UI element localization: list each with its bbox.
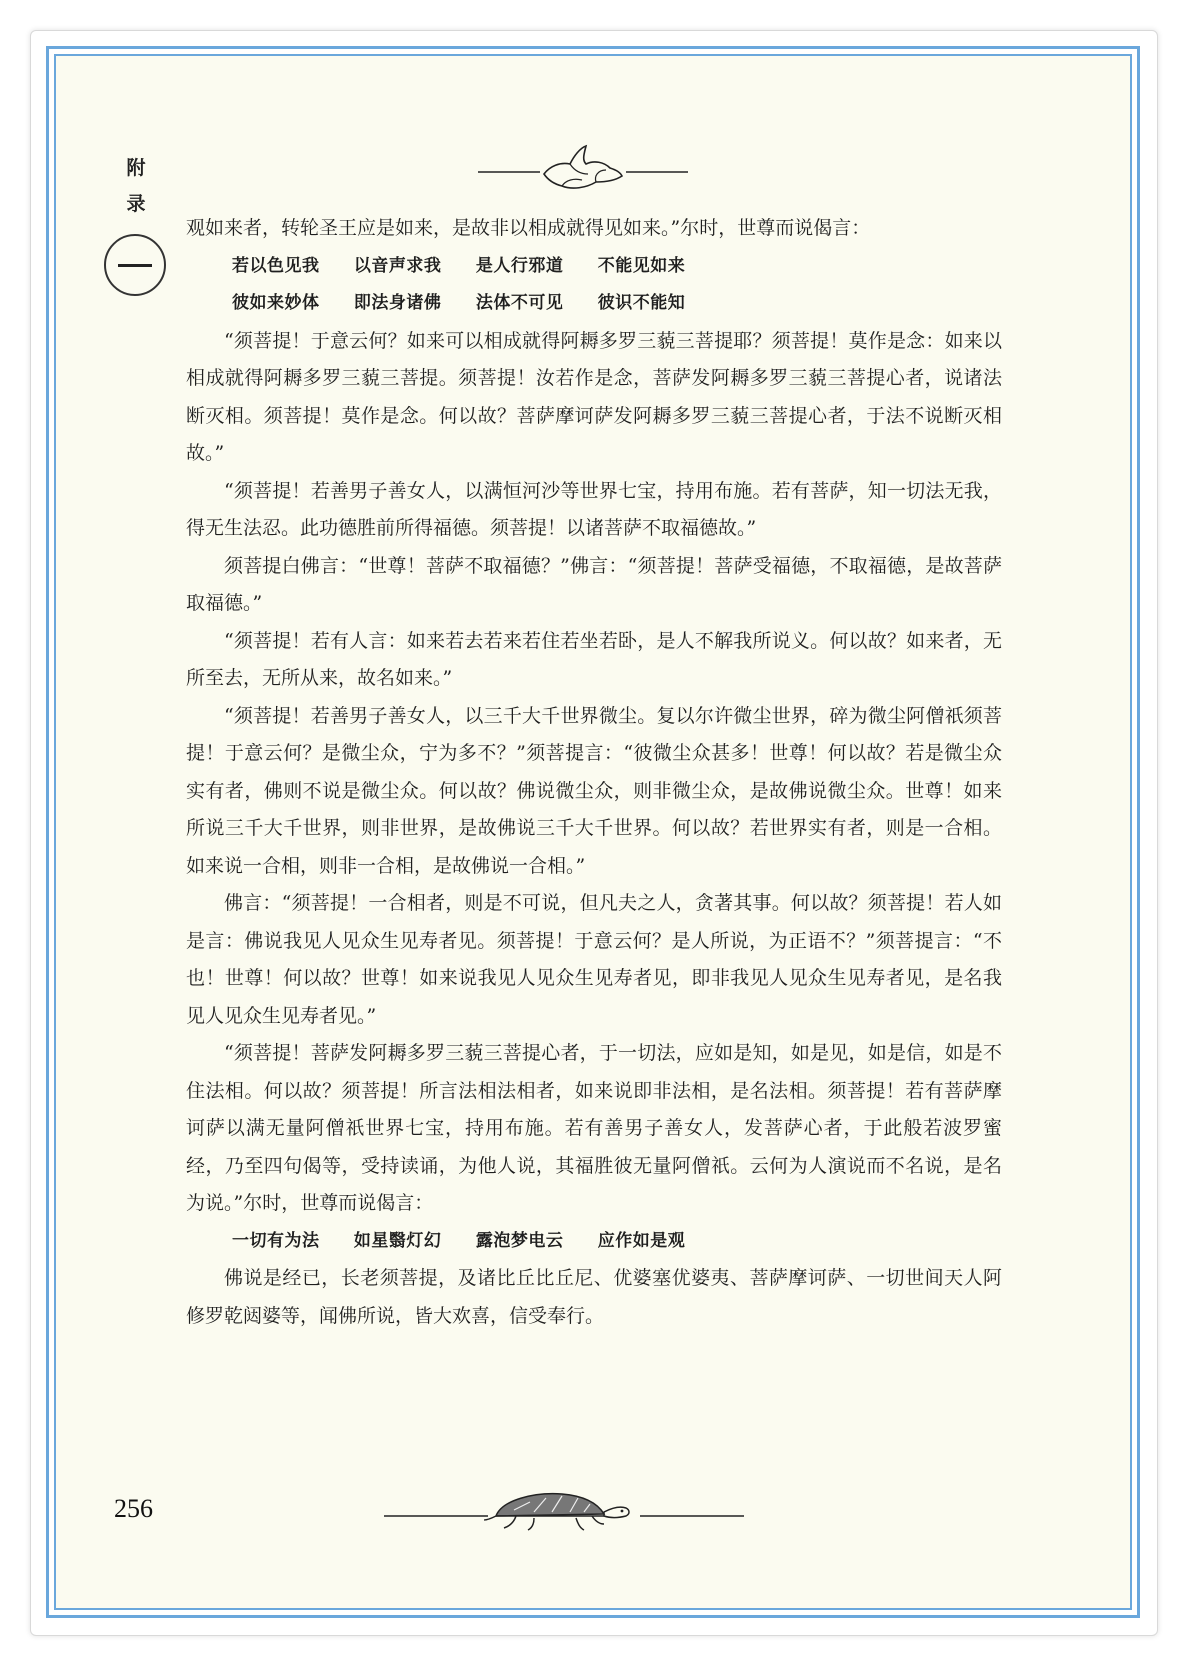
paragraph-2: “须菩提！于意云何？如来可以相成就得阿耨多罗三藐三菩提耶？须菩提！莫作是念：如来以相成就得阿耨多罗三藐三菩提。须菩提！汝若作是念，菩萨发阿耨多罗三藐三菩提心者，说诸法断灭相。须菩提！莫作是念。何以故？菩萨摩诃萨发阿耨多罗三藐三菩提心者，于法不说断灭相故。” [186, 329, 1002, 464]
paragraph-6: “须菩提！若善男子善女人，以三千大千世界微尘。复以尔许微尘世界，碎为微尘阿僧祇须菩提！于意云何？是微尘众，宁为多不？”须菩提言：“彼微尘众甚多！世尊！何以故？若是微尘众实有者，佛则不说是微尘众。何以故？佛说微尘众，则非微尘众，是故佛说微尘众。世尊！如来所说三千大千世界，则非世界，是故佛说三千大千世界。何以故？若世界实有者，则是一合相。如来说一合相，则非一合相，是故佛说一合相。” [186, 704, 1002, 877]
circled-numeral-one-icon [104, 234, 166, 296]
scripture-text [186, 210, 1002, 1335]
verse-line-2: 彼如来妙体 即法身诸佛 法体不可见 彼识不能知 [232, 293, 686, 313]
paragraph-9: 佛说是经已，长老须菩提，及诸比丘比丘尼、优婆塞优婆夷、菩萨摩诃萨、一切世间天人阿修罗乾闼婆等，闻佛所说，皆大欢喜，信受奉行。 [186, 1267, 1002, 1327]
paragraph-5: “须菩提！若有人言：如来若去若来若住若坐若卧，是人不解我所说义。何以故？如来者，无所至去，无所从来，故名如来。” [186, 629, 1002, 689]
appendix-label-char-2: 录 [126, 193, 146, 215]
turtle-icon [384, 1480, 744, 1540]
paragraph-8: “须菩提！菩萨发阿耨多罗三藐三菩提心者，于一切法，应如是知，如是见，如是信，如是不住法相。何以故？须菩提！所言法相法相者，如来说即非法相，是名法相。须菩提！若有菩萨摩诃萨以满无量阿僧祇世界七宝，持用布施。若有善男子善女人，发菩萨心者，于此般若波罗蜜经，乃至四句偈等，受持读诵，为他人说，其福胜彼无量阿僧祇。云何为人演说而不名说，是名为说。”尔时，世尊而说偈言： [186, 1042, 1002, 1214]
paragraph-3: “须菩提！若善男子善女人，以满恒河沙等世界七宝，持用布施。若有菩萨，知一切法无我，得无生法忍。此功德胜前所得福德。须菩提！以诸菩萨不取福德故。” [186, 479, 1002, 539]
verse-line-1: 若以色见我 以音声求我 是人行邪道 不能见如来 [232, 255, 686, 276]
hand-holding-flower-icon [478, 140, 688, 200]
paragraph-4: 须菩提白佛言：“世尊！菩萨不取福德？”佛言：“须菩提！菩萨受福德，不取福德，是故菩萨取福德。” [186, 554, 1002, 614]
paragraph-1: 观如来者，转轮圣王应是如来，是故非以相成就得见如来。”尔时，世尊而说偈言： [186, 217, 871, 239]
appendix-side-label [124, 150, 148, 222]
verse-line-3: 一切有为法 如星翳灯幻 露泡梦电云 应作如是观 [232, 1230, 686, 1251]
paragraph-7: 佛言：“须菩提！一合相者，则是不可说，但凡夫之人，贪著其事。何以故？须菩提！若人如是言：佛说我见人见众生见寿者见。须菩提！于意云何？是人所说，为正语不？”须菩提言：“不也！世尊！何以故？世尊！如来说我见人见众生见寿者见，即非我见人见众生见寿者见，是名我见人见众生见寿者见。” [186, 892, 1002, 1027]
page-number: 256 [114, 1494, 153, 1523]
appendix-label-char-1: 附 [126, 157, 146, 179]
